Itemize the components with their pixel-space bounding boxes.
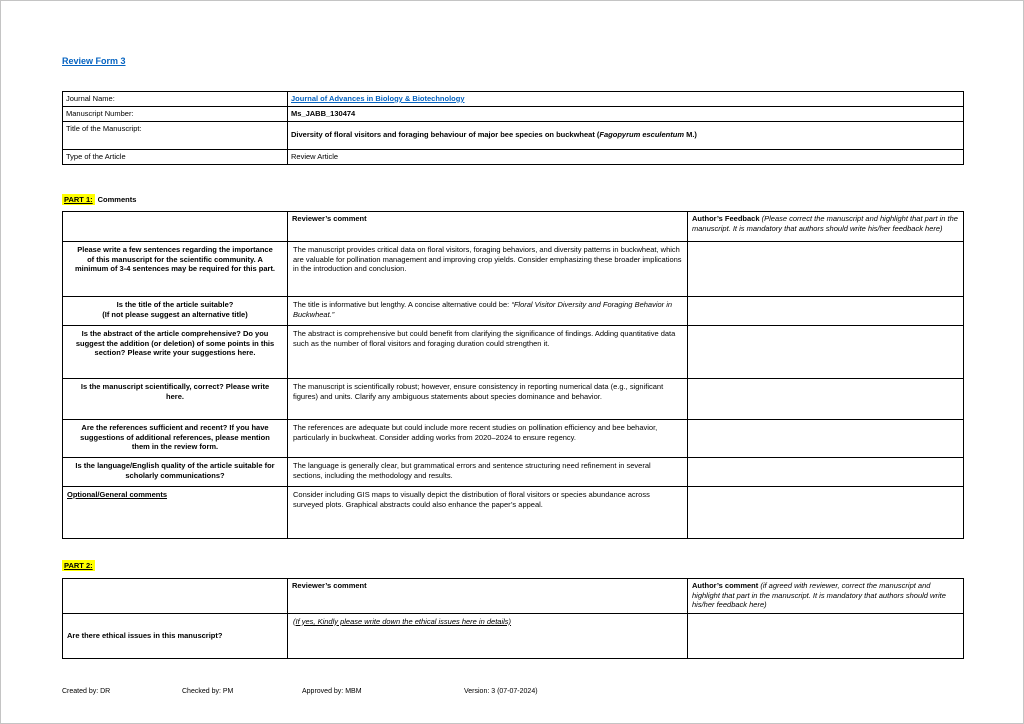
reviewer-comment-cell: [288, 296, 688, 325]
species-name-italic: Fagopyrum esculentum: [599, 130, 685, 140]
journal-name-cell: [288, 92, 964, 107]
manuscript-number-value: [288, 106, 964, 121]
author-feedback-cell: [688, 296, 964, 325]
author-feedback-header-note: (Please correct the manuscript and highlight that part in the manuscript. It is mandatory that authors should write his/her feedback here): [692, 213, 958, 233]
table-row-references: [63, 419, 964, 457]
article-type-row: [63, 149, 964, 164]
reviewer-comment-cell: Consider including GIS maps to visually depict the distribution of floral visitors or species abundance across surveyed plots. Graphical abstracts could also enhance the paper’s appeal.: [288, 486, 688, 538]
footer-approved-by: Approved by: MBM: [302, 688, 362, 695]
author-feedback-cell: [688, 457, 964, 486]
manuscript-info-table: [62, 91, 964, 165]
table-row-title-suitable: [63, 296, 964, 325]
author-feedback-cell: [688, 378, 964, 419]
question-cell: Is the manuscript scientifically, correct? Please write here.: [63, 378, 288, 419]
author-feedback-header: [688, 211, 964, 241]
part2-heading: [62, 561, 963, 570]
part1-comments-table: [62, 211, 964, 539]
part1-blank-header-cell: [63, 211, 288, 241]
question-cell: [63, 486, 288, 538]
footer-checked-by: Checked by: PM: [182, 688, 234, 695]
article-type-value: Review Article: [288, 149, 964, 164]
manuscript-title-text: Diversity of floral visitors and foraging behaviour of major bee species on buckwheat (: [291, 130, 600, 140]
document-footer: [62, 688, 963, 700]
reviewer-comment-cell: The references are adequate but could include more recent studies on pollination efficiency and bee behavior, particularly in buckwheat. Consider adding works from 2020–2024 to ensure regency.: [288, 419, 688, 457]
author-feedback-cell: [688, 486, 964, 538]
author-comment-header-note: (if agreed with reviewer, correct the manuscript and highlight that part in the manuscript. It is mandatory that authors should write his/her feedback here): [692, 580, 946, 610]
author-feedback-cell: [688, 241, 964, 296]
ethics-question-cell: Are there ethical issues in this manuscript?: [63, 613, 288, 658]
question-cell: Is the language/English quality of the article suitable for scholarly communications?: [63, 457, 288, 486]
manuscript-title-value: [288, 121, 964, 149]
ethics-instruction-text: (If yes, Kindly please write down the ethical issues here in details): [293, 616, 512, 626]
reviewer-comment-cell: The language is generally clear, but grammatical errors and sentence structuring need refinement in several sections, including the methodology and results.: [288, 457, 688, 486]
question-cell: Is the abstract of the article comprehensive? Do you suggest the addition (or deletion) of some points in this section? Please write your suggestions here.: [63, 325, 288, 378]
journal-name-label: Journal Name:: [63, 92, 288, 107]
page-title: Review Form 3: [62, 56, 126, 66]
part1-heading: [62, 195, 963, 204]
footer-version: Version: 3 (07-07-2024): [464, 688, 538, 695]
part1-header-row: [63, 211, 964, 241]
footer-created-by: Created by: DR: [62, 688, 111, 695]
manuscript-title-label: Title of the Manuscript:: [63, 121, 288, 149]
document-content: [62, 1, 963, 659]
ethics-author-comment-cell: [688, 613, 964, 658]
optional-comments-label: Optional/General comments: [67, 489, 168, 499]
author-feedback-cell: [688, 419, 964, 457]
part1-heading-rest: Comments: [97, 194, 137, 204]
part2-reviewer-comment-header: Reviewer’s comment: [288, 578, 688, 613]
author-feedback-cell: [688, 325, 964, 378]
question-cell: [63, 296, 288, 325]
manuscript-number-text: Ms_JABB_130474: [291, 108, 356, 118]
part2-author-comment-header: [688, 578, 964, 613]
question-line2: (If not please suggest an alternative title): [102, 309, 248, 319]
part2-table: [62, 578, 964, 659]
reviewer-comment-cell: The abstract is comprehensive but could benefit from clarifying the significance of findings. Adding quantitative data such as the number of floral visitors and foraging duration could strengthen it.: [288, 325, 688, 378]
manuscript-number-row: [63, 106, 964, 121]
comment-prefix: The title is informative but lengthy. A concise alternative could be:: [293, 299, 512, 309]
question-cell: Are the references sufficient and recent? If you have suggestions of additional references, please mention them in the review form.: [63, 419, 288, 457]
question-line1: Is the title of the article suitable?: [116, 299, 234, 309]
journal-name-row: [63, 92, 964, 107]
part1-heading-tag: PART 1:: [64, 194, 93, 204]
reviewer-comment-cell: The manuscript is scientifically robust; however, ensure consistency in reporting numerical data (e.g., significant figures) and units. Clarify any ambiguous statements about species dominance and behavior.: [288, 378, 688, 419]
manuscript-title-row: [63, 121, 964, 149]
part2-heading-tag: PART 2:: [64, 560, 93, 570]
comment-italic: “Floral Visitor Diversity and Foraging Behavior in Buckwheat.”: [293, 299, 673, 319]
table-row-scientific: [63, 378, 964, 419]
reviewer-comment-cell: The manuscript provides critical data on floral visitors, foraging behaviors, and diversity patterns in buckwheat, which are valuable for pollination management and improving crop yields. Consider emphasizing these broader implications in the introduction and conclusion.: [288, 241, 688, 296]
table-row-language: [63, 457, 964, 486]
journal-name-link[interactable]: Journal of Advances in Biology & Biotechnology: [291, 94, 465, 103]
reviewer-comment-header: Reviewer’s comment: [288, 211, 688, 241]
table-row-abstract: [63, 325, 964, 378]
table-row-optional: [63, 486, 964, 538]
part2-blank-header-cell: [63, 578, 288, 613]
question-cell: Please write a few sentences regarding the importance of this manuscript for the scientific community. A minimum of 3-4 sentences may be required for this part.: [63, 241, 288, 296]
article-type-label: Type of the Article: [63, 149, 288, 164]
table-row-ethics: [63, 613, 964, 658]
manuscript-title-suffix: M.): [684, 130, 697, 140]
ethics-reviewer-comment-cell: [288, 613, 688, 658]
author-comment-header-bold: Author’s comment: [692, 580, 761, 590]
table-row-importance: [63, 241, 964, 296]
part2-header-row: [63, 578, 964, 613]
manuscript-number-label: Manuscript Number:: [63, 106, 288, 121]
author-feedback-header-bold: Author’s Feedback: [692, 213, 762, 223]
